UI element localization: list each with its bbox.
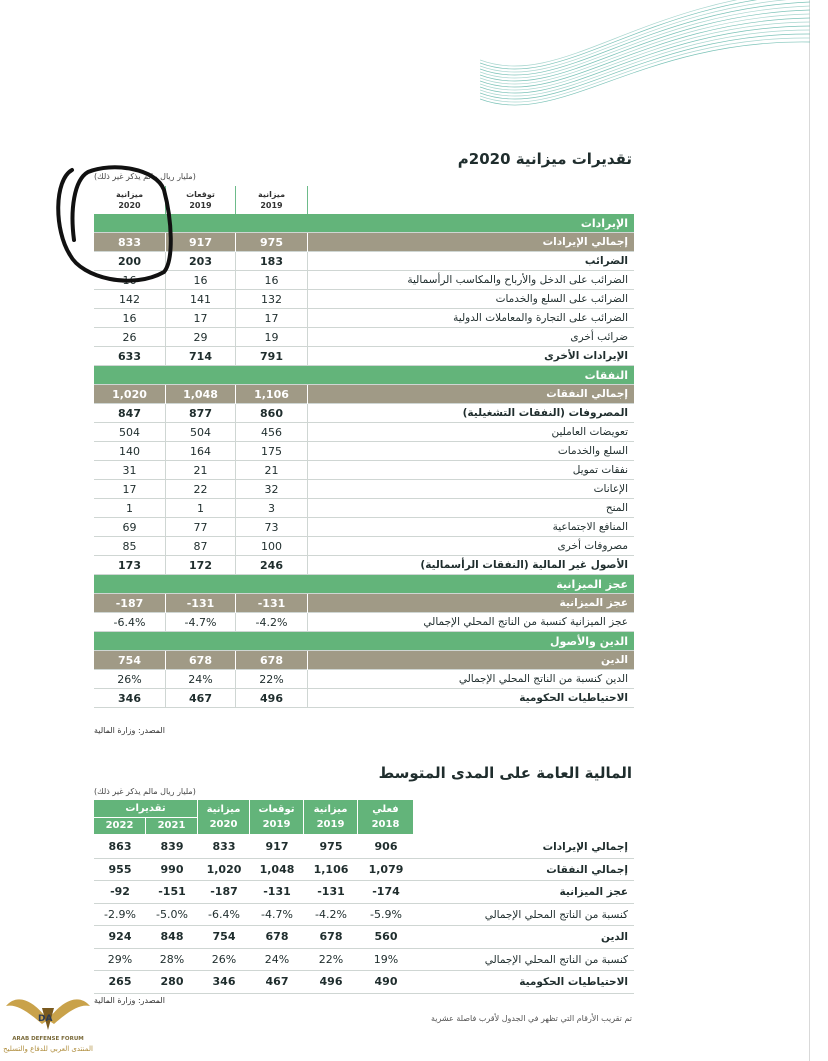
table-row [94, 385, 634, 404]
value-cell: 467 [265, 975, 289, 988]
row-label: الإيرادات [580, 217, 628, 230]
value-cell: 16 [166, 271, 236, 290]
value-cell: 496 [236, 689, 308, 708]
table-row [94, 537, 634, 556]
value-cell: 26% [94, 670, 166, 689]
value-cell [236, 575, 308, 594]
row-label: الضرائب على الدخل والأرباح والمكاسب الرأسمالية [407, 274, 628, 286]
value-cell: 17 [94, 480, 166, 499]
value-cell: 346 [94, 689, 166, 708]
value-cell: 21 [166, 461, 236, 480]
decorative-wave-lines [480, 0, 810, 160]
value-cell [166, 214, 236, 233]
wave-line [480, 18, 810, 87]
header-forecast-2019 [250, 800, 304, 834]
row-label: الإعانات [593, 483, 628, 495]
table-row [94, 971, 634, 994]
value-cell: -131 [317, 885, 345, 898]
wave-line [480, 38, 810, 102]
header-line1: ميزانية [115, 190, 144, 199]
value-cell: -151 [158, 885, 186, 898]
value-cell: 990 [160, 862, 184, 876]
header-forecast-2019 [166, 186, 236, 214]
table-row [94, 347, 634, 366]
header-line1: توقعات [258, 804, 295, 815]
value-cell: 1,020 [94, 385, 166, 404]
value-cell [236, 366, 308, 385]
value-cell [236, 214, 308, 233]
value-cell: -6.4% [94, 613, 166, 632]
header-2022: 2022 [94, 818, 146, 834]
value-cell: -131 [263, 885, 291, 898]
value-cell [94, 575, 166, 594]
table-row [94, 859, 634, 882]
row-label: مصروفات أخرى [557, 540, 628, 552]
value-cell: 955 [108, 862, 132, 876]
value-cell: 16 [94, 309, 166, 328]
value-cell [94, 366, 166, 385]
row-label: الاحتياطيات الحكومية [519, 692, 628, 704]
value-cell: 860 [236, 404, 308, 423]
table-row [94, 881, 634, 904]
row-label: السلع والخدمات [557, 445, 628, 457]
value-cell: 754 [212, 930, 236, 943]
midterm-title: المالية العامة على المدى المتوسط [378, 764, 632, 782]
value-cell: 1 [94, 499, 166, 518]
row-label: كنسبة من الناتج المحلي الإجمالي [484, 908, 628, 921]
table-row [94, 290, 634, 309]
budget-source: المصدر: وزارة المالية [94, 726, 165, 735]
row-label: المصروفات (النفقات التشغيلية) [462, 407, 628, 419]
value-cell: 917 [166, 233, 236, 252]
value-cell: -5.0% [156, 907, 188, 921]
row-label: الاحتياطيات الحكومية [519, 976, 628, 988]
row-label: إجمالي الإيرادات [542, 236, 628, 248]
value-cell: 633 [94, 347, 166, 366]
midterm-table-body [94, 836, 634, 994]
header-line1: فعلي [372, 804, 399, 815]
value-cell: 265 [108, 975, 132, 988]
value-cell: 16 [94, 271, 166, 290]
row-label: ضرائب أخرى [570, 331, 628, 343]
value-cell [166, 366, 236, 385]
logo-name-ar: المنتدى العربي للدفاع والتسليح [3, 1045, 93, 1053]
header-line1: ميزانية [313, 804, 348, 815]
value-cell: 975 [236, 233, 308, 252]
midterm-unit-note: (مليار ريال مالم يذكر غير ذلك) [94, 787, 196, 796]
value-cell: 183 [236, 252, 308, 271]
value-cell: 172 [166, 556, 236, 575]
header-budget-2020 [198, 800, 250, 834]
value-cell: 754 [94, 651, 166, 670]
wave-line [480, 6, 810, 78]
value-cell: 24% [166, 670, 236, 689]
value-cell: 280 [160, 975, 184, 988]
value-cell: 69 [94, 518, 166, 537]
table-row [94, 499, 634, 518]
value-cell: 490 [374, 975, 398, 988]
wave-line [480, 2, 810, 75]
row-label: الدين كنسبة من الناتج المحلي الإجمالي [458, 673, 628, 685]
value-cell: 19 [236, 328, 308, 347]
value-cell: 16 [236, 271, 308, 290]
header-line2: 2019 [189, 201, 212, 210]
value-cell: 22% [318, 952, 344, 966]
value-cell: 17 [166, 309, 236, 328]
value-cell: 877 [166, 404, 236, 423]
budget-table-body [94, 214, 634, 708]
value-cell: 924 [108, 930, 132, 943]
row-label: الضرائب على السلع والخدمات [495, 293, 628, 305]
header-line2: 2020 [209, 819, 238, 830]
row-label: النفقات [584, 369, 628, 382]
value-cell: 164 [166, 442, 236, 461]
table-row [94, 480, 634, 499]
value-cell: -131 [236, 594, 308, 613]
row-label: الإيرادات الأخرى [544, 350, 628, 362]
value-cell: -4.7% [166, 613, 236, 632]
header-actual-2018 [358, 800, 414, 834]
header-line2: 2019 [262, 819, 291, 830]
value-cell: 21 [236, 461, 308, 480]
value-cell: 200 [94, 252, 166, 271]
value-cell: 839 [160, 840, 184, 853]
row-label: إجمالي الإيرادات [542, 841, 628, 853]
table-row [94, 904, 634, 927]
value-cell: 678 [265, 930, 289, 943]
budget-title: تقديرات ميزانية 2020م [457, 150, 632, 168]
wave-line [480, 42, 810, 105]
value-cell: 29 [166, 328, 236, 347]
table-row [94, 442, 634, 461]
value-cell [94, 632, 166, 651]
value-cell: 1,079 [368, 862, 404, 876]
header-line2: 2019 [260, 201, 283, 210]
arab-defense-forum-logo [2, 990, 94, 1060]
value-cell [166, 632, 236, 651]
table-row [94, 309, 634, 328]
midterm-source: المصدر: وزارة المالية [94, 996, 165, 1005]
value-cell: 132 [236, 290, 308, 309]
value-cell: 85 [94, 537, 166, 556]
value-cell: 496 [319, 975, 343, 988]
table-row [94, 556, 634, 575]
table-row [94, 594, 634, 613]
value-cell: 678 [166, 651, 236, 670]
midterm-table-header [94, 800, 634, 836]
value-cell: 833 [94, 233, 166, 252]
row-label: الأصول غير المالية (النفقات الرأسمالية) [420, 559, 628, 571]
row-label: إجمالي النفقات [546, 863, 628, 876]
value-cell: 791 [236, 347, 308, 366]
table-row [94, 328, 634, 347]
wave-line [480, 14, 810, 84]
table-row [94, 670, 634, 689]
value-cell: 175 [236, 442, 308, 461]
row-label: عجز الميزانية [559, 886, 628, 898]
value-cell: 714 [166, 347, 236, 366]
hand-drawn-circle [52, 160, 176, 288]
value-cell: -5.9% [370, 907, 402, 921]
value-cell: 1,048 [259, 862, 295, 876]
value-cell: 246 [236, 556, 308, 575]
value-cell: 504 [166, 423, 236, 442]
header-budget-2019 [304, 800, 358, 834]
value-cell: -131 [166, 594, 236, 613]
section-header-row [94, 575, 634, 594]
value-cell: 504 [94, 423, 166, 442]
value-cell: 26 [94, 328, 166, 347]
header-budget-2019 [236, 186, 308, 214]
value-cell: 24% [264, 952, 290, 966]
value-cell: -187 [94, 594, 166, 613]
row-label: الضرائب على التجارة والمعاملات الدولية [453, 312, 628, 324]
value-cell: 906 [374, 840, 398, 853]
value-cell: 31 [94, 461, 166, 480]
table-row [94, 613, 634, 632]
row-label: تعويضات العاملين [551, 426, 628, 438]
value-cell: 346 [212, 975, 236, 988]
header-line1: توقعات [186, 190, 215, 199]
header-estimates-group: تقديرات [94, 800, 198, 818]
logo-name-en: ARAB DEFENSE FORUM [12, 1036, 84, 1042]
row-label: الدين والأصول [550, 635, 628, 648]
value-cell: 19% [373, 952, 399, 966]
table-row [94, 689, 634, 708]
section-header-row [94, 632, 634, 651]
table-row [94, 949, 634, 972]
value-cell: 917 [265, 840, 289, 853]
table-row [94, 518, 634, 537]
row-label: المنافع الاجتماعية [552, 521, 628, 533]
value-cell: 142 [94, 290, 166, 309]
wave-line [480, 10, 810, 81]
table-row [94, 651, 634, 670]
row-label: الدين [601, 931, 628, 943]
value-cell: 22% [236, 670, 308, 689]
value-cell: -187 [210, 885, 238, 898]
value-cell: 847 [94, 404, 166, 423]
value-cell: 3 [236, 499, 308, 518]
row-label: المنح [605, 502, 628, 514]
value-cell: 848 [160, 930, 184, 943]
value-cell: 140 [94, 442, 166, 461]
value-cell: -4.7% [261, 907, 293, 921]
table-row [94, 404, 634, 423]
row-label: عجز الميزانية [559, 597, 628, 609]
value-cell: 863 [108, 840, 132, 853]
value-cell: 975 [319, 840, 343, 853]
logo-mark: DA [38, 1014, 53, 1024]
value-cell: 1,020 [206, 862, 242, 876]
header-line2: 2019 [316, 819, 345, 830]
eagle-wings-icon [2, 990, 94, 1036]
value-cell: 1,106 [313, 862, 349, 876]
header-line2: 2018 [371, 819, 400, 830]
row-label: نفقات تمويل [572, 464, 628, 476]
value-cell: 77 [166, 518, 236, 537]
row-label: عجز الميزانية كنسبة من الناتج المحلي الإجمالي [423, 616, 628, 628]
value-cell: 141 [166, 290, 236, 309]
row-label: إجمالي النفقات [546, 388, 628, 400]
value-cell: -6.4% [208, 907, 240, 921]
value-cell: 833 [212, 840, 236, 853]
value-cell: 467 [166, 689, 236, 708]
value-cell: 1,048 [166, 385, 236, 404]
value-cell [166, 575, 236, 594]
budget-unit-note: (مليار ريال مالم يذكر غير ذلك) [94, 172, 196, 181]
header-2021: 2021 [146, 818, 198, 834]
value-cell: -2.9% [104, 907, 136, 921]
value-cell: 678 [236, 651, 308, 670]
row-label: الدين [601, 654, 628, 666]
value-cell: 32 [236, 480, 308, 499]
header-line1: ميزانية [206, 804, 241, 815]
section-header-row [94, 366, 634, 385]
row-label: كنسبة من الناتج المحلي الإجمالي [484, 953, 628, 966]
value-cell: 678 [319, 930, 343, 943]
value-cell: 173 [94, 556, 166, 575]
value-cell [236, 632, 308, 651]
value-cell: 73 [236, 518, 308, 537]
table-row [94, 461, 634, 480]
row-label: الضرائب [584, 255, 628, 267]
table-row [94, 926, 634, 949]
value-cell: 203 [166, 252, 236, 271]
value-cell: 87 [166, 537, 236, 556]
value-cell: 22 [166, 480, 236, 499]
header-line1: ميزانية [257, 190, 286, 199]
value-cell: 1,106 [236, 385, 308, 404]
row-label: عجز الميزانية [556, 578, 628, 591]
value-cell: -4.2% [236, 613, 308, 632]
value-cell: 560 [374, 930, 398, 943]
value-cell: 26% [211, 952, 237, 966]
value-cell: -4.2% [315, 907, 347, 921]
value-cell: 17 [236, 309, 308, 328]
value-cell: 28% [159, 952, 185, 966]
value-cell: -92 [110, 885, 130, 898]
value-cell: 100 [236, 537, 308, 556]
rounding-footnote: تم تقريب الأرقام التي تظهر في الجدول لأقرب فاصلة عشرية [430, 1014, 632, 1023]
value-cell: 456 [236, 423, 308, 442]
value-cell: 1 [166, 499, 236, 518]
value-cell: -174 [372, 885, 400, 898]
table-row [94, 836, 634, 859]
table-row [94, 423, 634, 442]
header-line2: 2020 [118, 201, 141, 210]
value-cell: 29% [107, 952, 133, 966]
midterm-table [94, 800, 634, 994]
